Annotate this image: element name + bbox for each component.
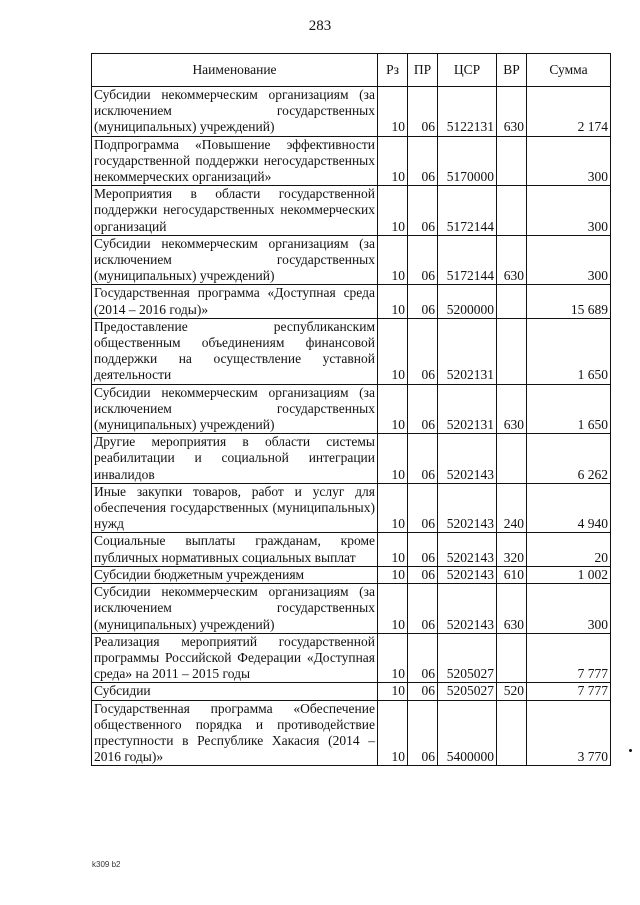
row-name: Субсидии бюджетным учреждениям bbox=[92, 566, 378, 583]
row-pr: 06 bbox=[408, 566, 438, 583]
row-csr: 5202131 bbox=[438, 384, 497, 434]
table-row bbox=[92, 285, 611, 318]
row-sum: 4 940 bbox=[527, 483, 611, 533]
table-row bbox=[92, 318, 611, 384]
row-vr: 240 bbox=[497, 483, 527, 533]
row-vr bbox=[497, 318, 527, 384]
header-csr: ЦСР bbox=[438, 54, 497, 87]
row-name: Предоставление республиканским общественным объединениям финансовой поддержки на осуществление уставной деятельности bbox=[92, 318, 378, 384]
row-pr: 06 bbox=[408, 683, 438, 700]
page-number: 283 bbox=[308, 18, 332, 34]
row-vr bbox=[497, 285, 527, 318]
row-csr: 5202143 bbox=[438, 434, 497, 484]
table-row bbox=[92, 566, 611, 583]
table-row bbox=[92, 633, 611, 683]
row-rz: 10 bbox=[378, 533, 408, 566]
row-pr: 06 bbox=[408, 235, 438, 285]
row-rz: 10 bbox=[378, 285, 408, 318]
row-sum: 300 bbox=[527, 235, 611, 285]
table-row bbox=[92, 533, 611, 566]
row-sum: 300 bbox=[527, 186, 611, 236]
row-name: Мероприятия в области государственной поддержки негосударственных некоммерческих организаций bbox=[92, 186, 378, 236]
row-sum: 1 650 bbox=[527, 318, 611, 384]
row-rz: 10 bbox=[378, 566, 408, 583]
row-pr: 06 bbox=[408, 285, 438, 318]
row-sum: 7 777 bbox=[527, 633, 611, 683]
row-vr: 630 bbox=[497, 584, 527, 634]
row-rz: 10 bbox=[378, 318, 408, 384]
row-pr: 06 bbox=[408, 700, 438, 766]
row-vr bbox=[497, 186, 527, 236]
row-vr: 630 bbox=[497, 87, 527, 137]
row-pr: 06 bbox=[408, 186, 438, 236]
row-vr: 320 bbox=[497, 533, 527, 566]
row-csr: 5170000 bbox=[438, 136, 497, 186]
row-sum: 1 650 bbox=[527, 384, 611, 434]
row-csr: 5202143 bbox=[438, 566, 497, 583]
row-rz: 10 bbox=[378, 384, 408, 434]
row-rz: 10 bbox=[378, 633, 408, 683]
row-name: Субсидии некоммерческим организациям (за исключением государственных (муниципальных) учреждений) bbox=[92, 235, 378, 285]
row-name: Социальные выплаты гражданам, кроме публичных нормативных социальных выплат bbox=[92, 533, 378, 566]
row-pr: 06 bbox=[408, 483, 438, 533]
row-sum: 2 174 bbox=[527, 87, 611, 137]
row-vr bbox=[497, 633, 527, 683]
table-row bbox=[92, 186, 611, 236]
row-name: Реализация мероприятий государственной программы Российской Федерации «Доступная среда» на 2011 – 2015 годы bbox=[92, 633, 378, 683]
row-csr: 5205027 bbox=[438, 683, 497, 700]
row-vr bbox=[497, 136, 527, 186]
row-sum: 6 262 bbox=[527, 434, 611, 484]
row-pr: 06 bbox=[408, 434, 438, 484]
budget-table bbox=[91, 53, 611, 766]
table-row bbox=[92, 87, 611, 137]
row-sum: 300 bbox=[527, 136, 611, 186]
row-csr: 5122131 bbox=[438, 87, 497, 137]
table-row bbox=[92, 683, 611, 700]
scan-speck bbox=[629, 749, 632, 752]
row-csr: 5172144 bbox=[438, 186, 497, 236]
header-pr: ПР bbox=[408, 54, 438, 87]
row-pr: 06 bbox=[408, 384, 438, 434]
table-row bbox=[92, 700, 611, 766]
table-row bbox=[92, 136, 611, 186]
row-pr: 06 bbox=[408, 533, 438, 566]
row-name: Субсидии bbox=[92, 683, 378, 700]
row-pr: 06 bbox=[408, 87, 438, 137]
footer-code: k309 b2 bbox=[92, 860, 121, 869]
row-sum: 3 770 bbox=[527, 700, 611, 766]
row-rz: 10 bbox=[378, 584, 408, 634]
row-sum: 20 bbox=[527, 533, 611, 566]
row-name: Субсидии некоммерческим организациям (за исключением государственных (муниципальных) учреждений) bbox=[92, 584, 378, 634]
row-vr: 610 bbox=[497, 566, 527, 583]
row-name: Субсидии некоммерческим организациям (за исключением государственных (муниципальных) учреждений) bbox=[92, 384, 378, 434]
row-vr: 630 bbox=[497, 235, 527, 285]
header-sum: Сумма bbox=[527, 54, 611, 87]
table-row bbox=[92, 235, 611, 285]
row-vr bbox=[497, 434, 527, 484]
row-vr: 520 bbox=[497, 683, 527, 700]
row-pr: 06 bbox=[408, 318, 438, 384]
row-sum: 15 689 bbox=[527, 285, 611, 318]
row-name: Другие мероприятия в области системы реабилитации и социальной интеграции инвалидов bbox=[92, 434, 378, 484]
row-csr: 5202143 bbox=[438, 584, 497, 634]
row-csr: 5202143 bbox=[438, 483, 497, 533]
table-row bbox=[92, 483, 611, 533]
row-rz: 10 bbox=[378, 136, 408, 186]
header-vr: ВР bbox=[497, 54, 527, 87]
table-row bbox=[92, 384, 611, 434]
row-sum: 7 777 bbox=[527, 683, 611, 700]
row-vr bbox=[497, 700, 527, 766]
row-csr: 5202143 bbox=[438, 533, 497, 566]
row-name: Иные закупки товаров, работ и услуг для обеспечения государственных (муниципальных) нужд bbox=[92, 483, 378, 533]
row-vr: 630 bbox=[497, 384, 527, 434]
row-pr: 06 bbox=[408, 584, 438, 634]
row-csr: 5200000 bbox=[438, 285, 497, 318]
row-rz: 10 bbox=[378, 186, 408, 236]
table-row bbox=[92, 434, 611, 484]
row-pr: 06 bbox=[408, 136, 438, 186]
row-rz: 10 bbox=[378, 700, 408, 766]
row-name: Государственная программа «Обеспечение общественного порядка и противодействие преступности в Республике Хакасия (2014 – 2016 годы)» bbox=[92, 700, 378, 766]
header-rz: Рз bbox=[378, 54, 408, 87]
row-name: Подпрограмма «Повышение эффективности государственной поддержки негосударственных некоммерческих организаций» bbox=[92, 136, 378, 186]
row-name: Субсидии некоммерческим организациям (за исключением государственных (муниципальных) учреждений) bbox=[92, 87, 378, 137]
header-name: Наименование bbox=[92, 54, 378, 87]
row-csr: 5400000 bbox=[438, 700, 497, 766]
row-csr: 5172144 bbox=[438, 235, 497, 285]
table-row bbox=[92, 584, 611, 634]
row-sum: 1 002 bbox=[527, 566, 611, 583]
row-rz: 10 bbox=[378, 434, 408, 484]
row-csr: 5202131 bbox=[438, 318, 497, 384]
row-csr: 5205027 bbox=[438, 633, 497, 683]
row-rz: 10 bbox=[378, 483, 408, 533]
row-pr: 06 bbox=[408, 633, 438, 683]
row-rz: 10 bbox=[378, 683, 408, 700]
row-sum: 300 bbox=[527, 584, 611, 634]
row-rz: 10 bbox=[378, 87, 408, 137]
row-rz: 10 bbox=[378, 235, 408, 285]
table-header-row bbox=[92, 54, 611, 87]
row-name: Государственная программа «Доступная среда (2014 – 2016 годы)» bbox=[92, 285, 378, 318]
